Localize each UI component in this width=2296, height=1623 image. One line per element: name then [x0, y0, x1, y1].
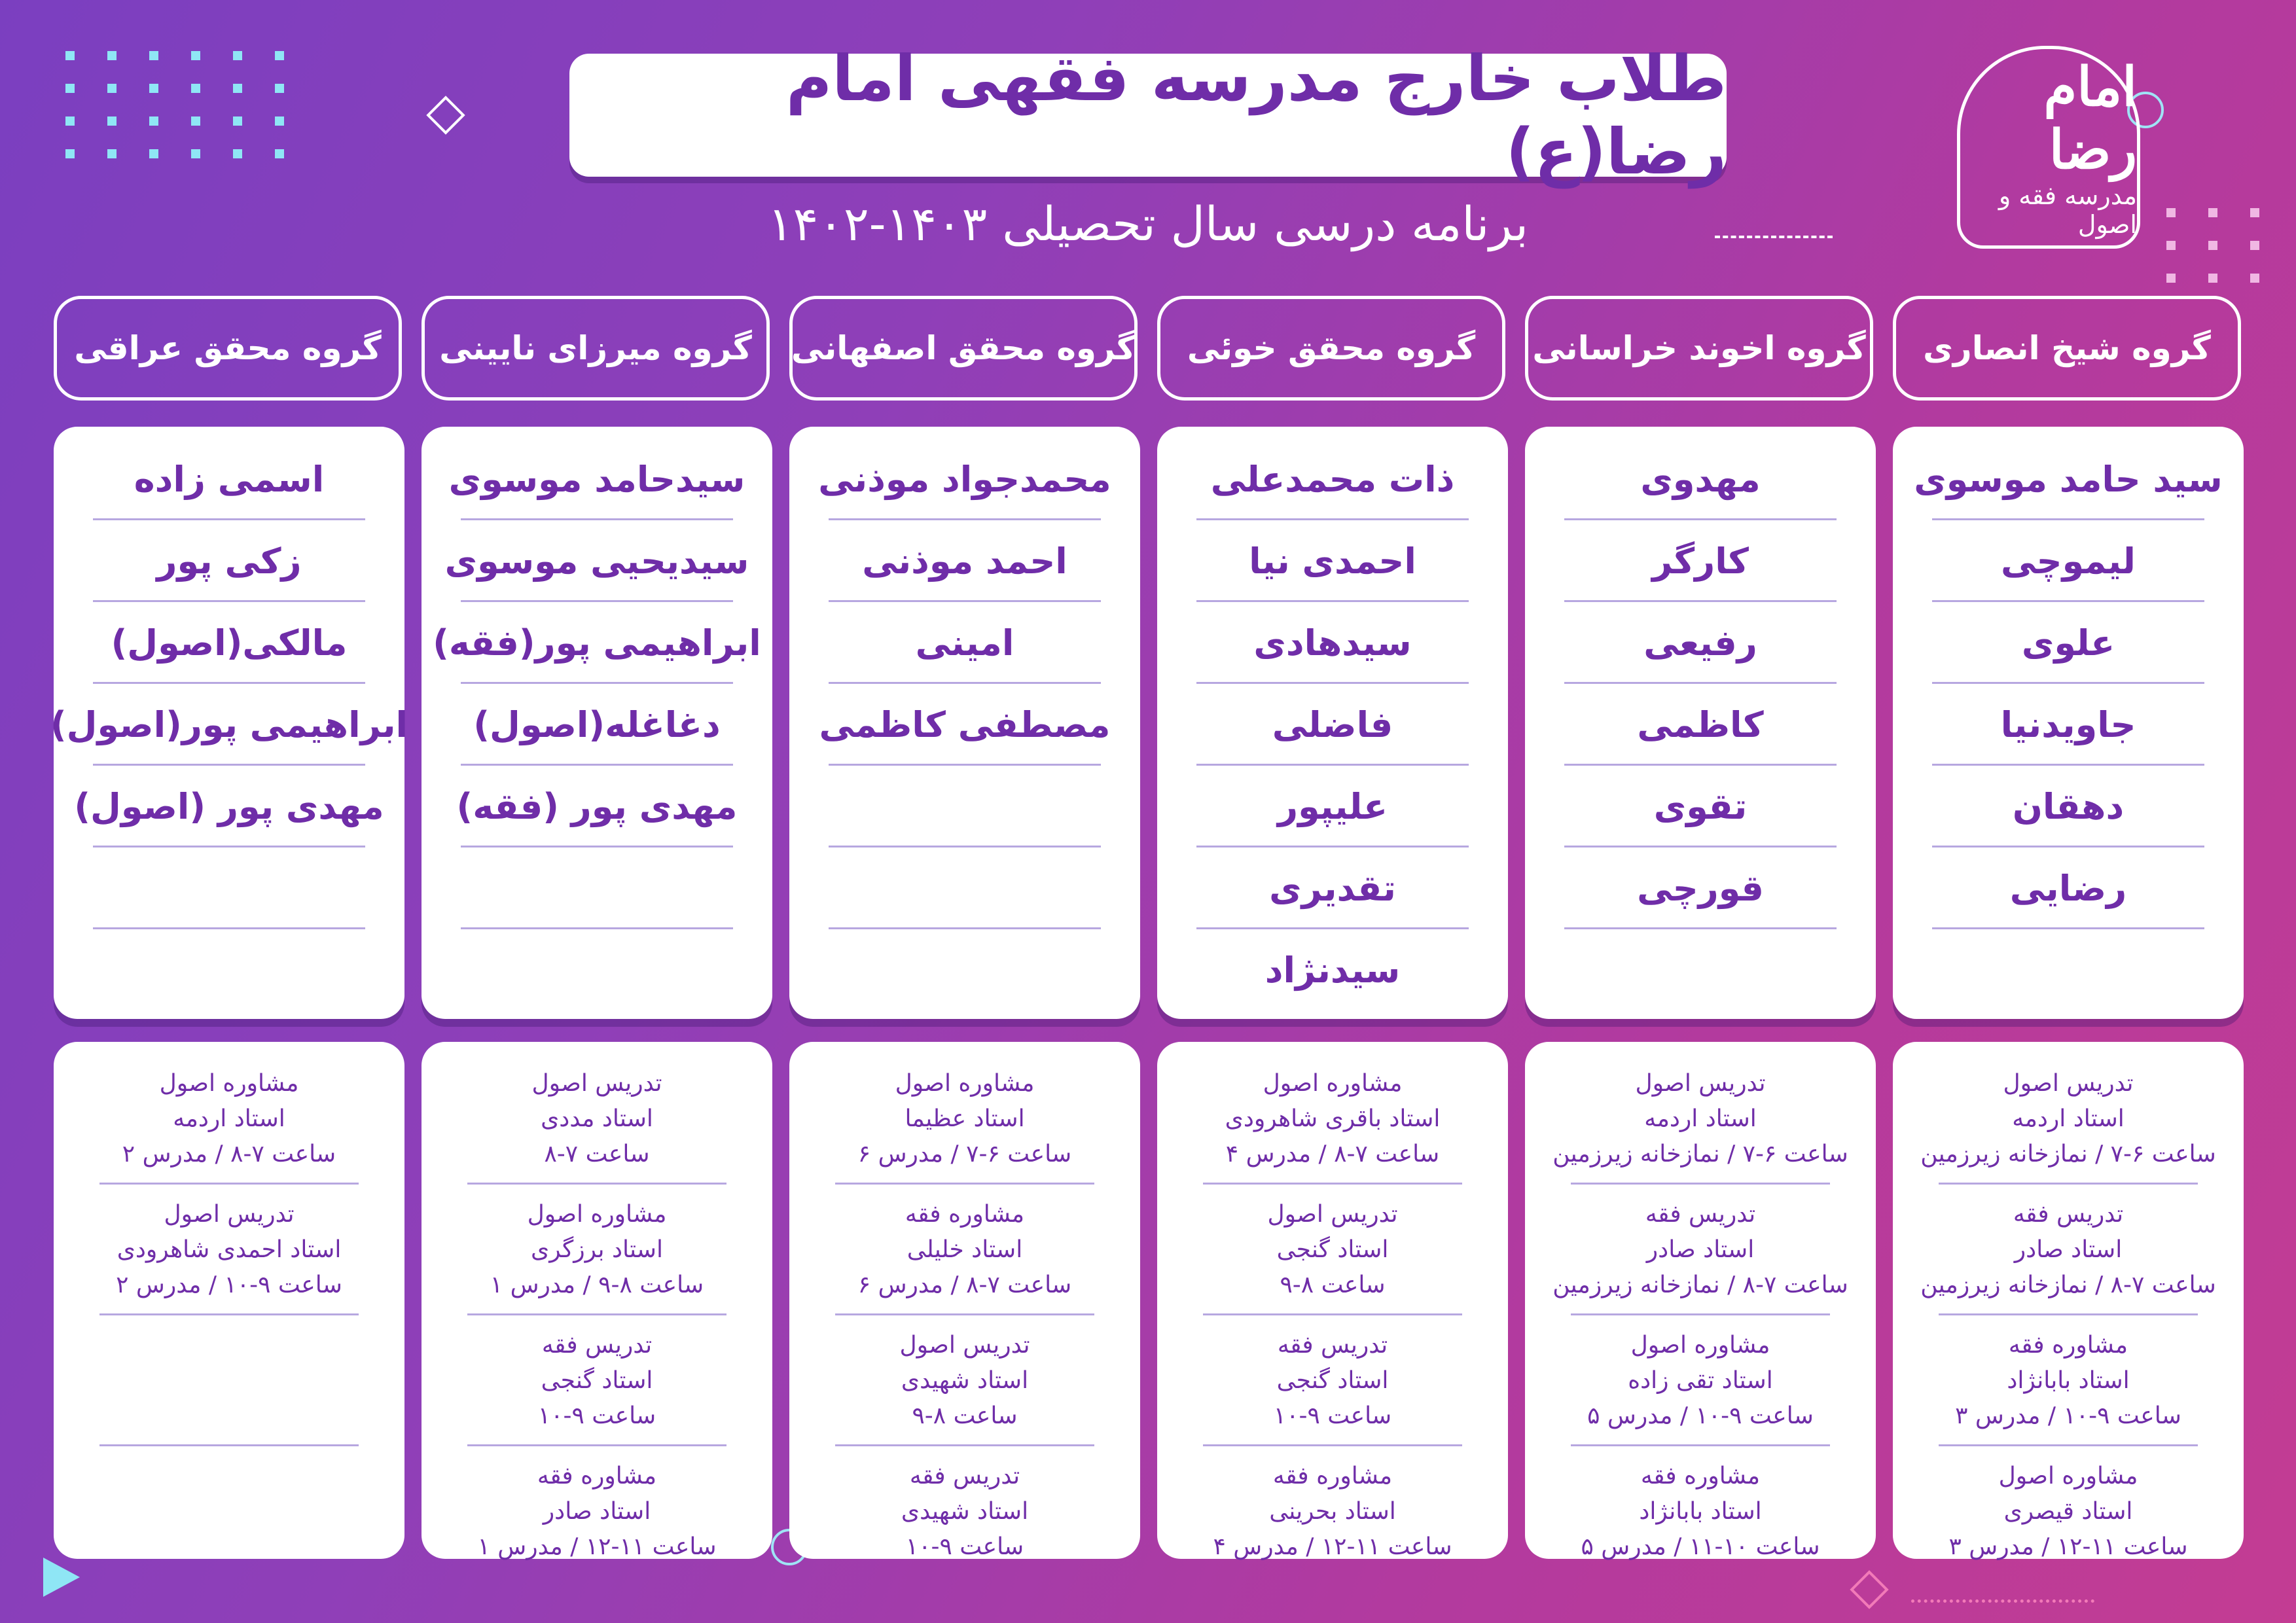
schedule-entry: [789, 1054, 1140, 1185]
schedule-entry: [1525, 1315, 1876, 1446]
member-name: احمد موذنی: [789, 520, 1140, 602]
session-type: مشاوره اصول: [1998, 1463, 2138, 1489]
schedule-entry: [54, 1315, 404, 1446]
group-header: گروه شیخ انصاری: [1893, 296, 2241, 401]
session-teacher: استاد گنجی: [1276, 1367, 1389, 1394]
session-time: ساعت ۹-۱۰: [537, 1402, 656, 1429]
session-type: مشاوره فقه: [537, 1463, 657, 1489]
session-teacher: استاد مددی: [541, 1105, 653, 1132]
schedule-entry: [1525, 1185, 1876, 1315]
page-subtitle: برنامه درسی سال تحصیلی ۱۴۰۳-۱۴۰۲: [767, 196, 1529, 251]
schedule-entry: [1525, 1446, 1876, 1577]
schedule-card: [1525, 1042, 1876, 1559]
session-time: ساعت ۱۱-۱۲ / مدرس ۳: [1948, 1533, 2188, 1560]
session-time: ساعت ۹-۱۰ / مدرس ۲: [116, 1272, 342, 1298]
members-card: [1157, 427, 1508, 1019]
schedule-entry: [54, 1446, 404, 1577]
session-teacher: استاد اردمه: [2012, 1105, 2125, 1132]
group-header: گروه اخوند خراسانی: [1525, 296, 1873, 401]
session-time: ساعت ۷-۸ / مدرس ۶: [857, 1272, 1072, 1298]
session-time: ساعت ۸-۹: [912, 1402, 1018, 1429]
member-name: قورچی: [1525, 847, 1876, 929]
members-card: [422, 427, 772, 1019]
member-name: ابراهیمی پور(اصول): [54, 684, 404, 766]
member-name: محمدجواد موذنی: [789, 438, 1140, 520]
member-name: مصطفی کاظمی: [789, 684, 1140, 766]
schedule-card: [1893, 1042, 2244, 1559]
session-teacher: استاد شهیدی: [901, 1367, 1029, 1394]
session-type: مشاوره اصول: [1263, 1070, 1403, 1097]
session-time: ساعت ۱۱-۱۲ / مدرس ۴: [1213, 1533, 1452, 1560]
page-title: طلاب خارج مدرسه فقهی امام رضا(ع): [569, 54, 1727, 177]
member-name: زکی پور: [54, 520, 404, 602]
member-name: کاظمی: [1525, 684, 1876, 766]
session-time: ساعت ۱۱-۱۲ / مدرس ۱: [477, 1533, 717, 1560]
session-teacher: استاد صادر: [1646, 1236, 1755, 1263]
diamond-decoration: [426, 96, 465, 134]
session-time: ساعت ۷-۸ / نمازخانه زیرزمین: [1920, 1272, 2216, 1298]
session-type: مشاوره اصول: [159, 1070, 299, 1097]
school-logo: [1957, 46, 2140, 249]
member-name: تقوی: [1525, 766, 1876, 847]
schedule-entry: [789, 1315, 1140, 1446]
session-type: تدریس اصول: [899, 1332, 1030, 1359]
session-type: تدریس فقه: [1277, 1332, 1388, 1359]
session-teacher: استاد قیصری: [2003, 1498, 2133, 1525]
session-type: مشاوره فقه: [905, 1201, 1025, 1228]
schedule-entry: [1893, 1446, 2244, 1577]
member-name: مالکی(اصول): [54, 602, 404, 684]
dot-grid-decoration: [2166, 208, 2259, 283]
members-card: [1893, 427, 2244, 1019]
session-teacher: استاد گنجی: [1276, 1236, 1389, 1263]
schedule-card: [422, 1042, 772, 1559]
schedule-entry: [422, 1185, 772, 1315]
session-type: تدریس اصول: [531, 1070, 662, 1097]
session-type: مشاوره اصول: [895, 1070, 1035, 1097]
session-time: ساعت ۹-۱۰: [905, 1533, 1024, 1560]
session-type: تدریس فقه: [909, 1463, 1020, 1489]
dot-grid-decoration: [65, 51, 284, 158]
session-time: ساعت ۹-۱۰ / مدرس ۵: [1587, 1402, 1814, 1429]
session-teacher: استاد احمدی شاهرودی: [117, 1236, 342, 1263]
schedule-entry: [789, 1185, 1140, 1315]
members-card: [50, 427, 408, 1019]
member-name: سیدحامد موسوی: [422, 438, 772, 520]
session-time: ساعت ۶-۷ / نمازخانه زیرزمین: [1552, 1141, 1848, 1168]
session-time: ساعت ۱۰-۱۱ / مدرس ۵: [1581, 1533, 1820, 1560]
session-time: ساعت ۶-۷ / مدرس ۶: [857, 1141, 1072, 1168]
session-teacher: استاد صادر: [2014, 1236, 2123, 1263]
session-type: تدریس فقه: [541, 1332, 653, 1359]
member-name: سید حامد موسوی: [1893, 438, 2244, 520]
member-name: [54, 847, 404, 929]
schedule-entry: [54, 1054, 404, 1185]
member-name: احمدی نیا: [1157, 520, 1508, 602]
session-time: ساعت ۷-۸ / نمازخانه زیرزمین: [1552, 1272, 1848, 1298]
session-teacher: استاد باقری شاهرودی: [1225, 1105, 1441, 1132]
schedule-entry: [1157, 1185, 1508, 1315]
session-teacher: استاد خلیلی: [906, 1236, 1023, 1263]
session-teacher: استاد اردمه: [173, 1105, 285, 1132]
member-name: جاویدنیا: [1893, 684, 2244, 766]
session-type: تدریس اصول: [1635, 1070, 1766, 1097]
session-teacher: استاد اردمه: [1644, 1105, 1757, 1132]
member-name: دهقان: [1893, 766, 2244, 847]
session-teacher: استاد بحرینی: [1269, 1498, 1396, 1525]
session-teacher: استاد شهیدی: [901, 1498, 1029, 1525]
session-type: مشاوره اصول: [527, 1201, 667, 1228]
schedule-entry: [54, 1185, 404, 1315]
logo-main-text: امام رضا: [2043, 56, 2137, 181]
session-type: تدریس اصول: [1267, 1201, 1398, 1228]
session-teacher: استاد عظیما: [905, 1105, 1025, 1132]
member-name: مهدی پور (اصول): [54, 766, 404, 847]
session-time: ساعت ۷-۸ / مدرس ۲: [122, 1141, 336, 1168]
member-name: سیدیحیی موسوی: [422, 520, 772, 602]
schedule-entry: [789, 1446, 1140, 1577]
schedule-entry: [1893, 1054, 2244, 1185]
session-teacher: استاد گنجی: [541, 1367, 653, 1394]
member-name: [789, 847, 1140, 929]
group-header: گروه محقق عراقی: [54, 296, 402, 401]
members-card: [789, 427, 1140, 1019]
group-header: گروه میرزای نایینی: [422, 296, 770, 401]
session-time: ساعت ۹-۱۰ / مدرس ۳: [1955, 1402, 2181, 1429]
session-type: تدریس فقه: [2013, 1201, 2124, 1228]
member-name: مهدوی: [1525, 438, 1876, 520]
schedule-entry: [1893, 1185, 2244, 1315]
session-time: ساعت ۷-۸ / مدرس ۴: [1225, 1141, 1440, 1168]
member-name: علیپور: [1157, 766, 1508, 847]
member-name: [789, 766, 1140, 847]
session-type: تدریس فقه: [1645, 1201, 1756, 1228]
members-card: [1525, 427, 1876, 1019]
session-type: مشاوره فقه: [1272, 1463, 1393, 1489]
member-name: فاضلی: [1157, 684, 1508, 766]
member-name: لیموچی: [1893, 520, 2244, 602]
session-time: ساعت ۹-۱۰: [1273, 1402, 1392, 1429]
schedule-entry: [1157, 1054, 1508, 1185]
member-name: سیدنژاد: [1265, 950, 1401, 991]
member-name: علوی: [1893, 602, 2244, 684]
session-type: تدریس اصول: [2003, 1070, 2134, 1097]
session-type: مشاوره فقه: [2008, 1332, 2128, 1359]
member-name: اسمی زاده: [54, 438, 404, 520]
schedule-entry: [422, 1446, 772, 1577]
member-name: [422, 847, 772, 929]
group-header: گروه محقق اصفهانی: [789, 296, 1138, 401]
schedule-entry: [1157, 1446, 1508, 1577]
session-teacher: استاد بابانژاد: [1639, 1498, 1762, 1525]
schedule-entry: [1525, 1054, 1876, 1185]
session-time: ساعت ۶-۷ / نمازخانه زیرزمین: [1920, 1141, 2216, 1168]
session-teacher: استاد صادر: [543, 1498, 651, 1525]
schedule-card: [789, 1042, 1140, 1559]
schedule-entry: [422, 1315, 772, 1446]
session-teacher: استاد بابانژاد: [2007, 1367, 2130, 1394]
schedule-card: [1157, 1042, 1508, 1559]
member-name: سیدهادی: [1157, 602, 1508, 684]
schedule-entry: [1893, 1315, 2244, 1446]
member-name: دغاغله(اصول): [422, 684, 772, 766]
member-name: رفیعی: [1525, 602, 1876, 684]
member-name: رضایی: [1893, 847, 2244, 929]
member-name: مهدی پور (فقه): [422, 766, 772, 847]
session-time: ساعت ۸-۹: [1280, 1272, 1386, 1298]
schedule-entry: [422, 1054, 772, 1185]
session-type: تدریس اصول: [164, 1201, 295, 1228]
zigzag-decoration: [1715, 209, 1833, 238]
member-name: تقدیری: [1157, 847, 1508, 929]
member-name: ذات محمدعلی: [1157, 438, 1508, 520]
schedule-card: [54, 1042, 404, 1559]
session-teacher: استاد تقی زاده: [1628, 1367, 1773, 1394]
member-name: ابراهیمی پور(فقه): [422, 602, 772, 684]
member-name: امینی: [789, 602, 1140, 684]
logo-sub-text: مدرسه فقه و اصول: [1998, 181, 2137, 239]
group-header: گروه محقق خوئی: [1157, 296, 1505, 401]
session-time: ساعت ۷-۸: [544, 1141, 650, 1168]
session-time: ساعت ۸-۹ / مدرس ۱: [490, 1272, 704, 1298]
session-teacher: استاد برزگری: [531, 1236, 663, 1263]
session-type: مشاوره فقه: [1640, 1463, 1761, 1489]
wave-decoration: [1911, 1586, 2094, 1603]
member-name: کارگر: [1525, 520, 1876, 602]
schedule-entry: [1157, 1315, 1508, 1446]
session-type: مشاوره اصول: [1630, 1332, 1770, 1359]
